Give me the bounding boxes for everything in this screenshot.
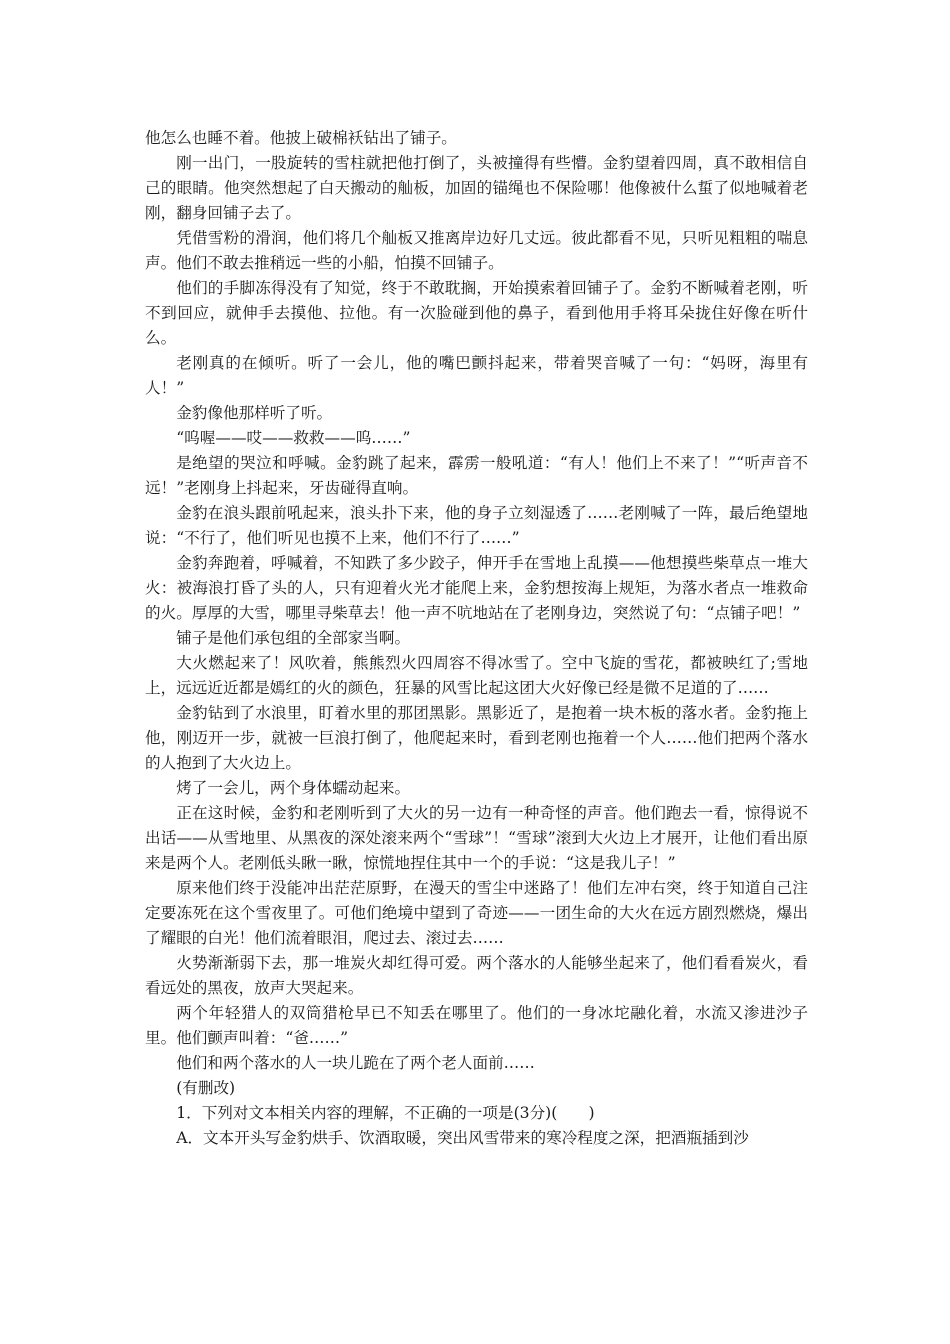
paragraph: 老刚真的在倾听。听了一会儿，他的嘴巴颤抖起来，带着哭音喊了一句：“妈呀，海里有人！”	[145, 354, 808, 397]
paragraph: 金豹奔跑着，呼喊着，不知跌了多少跤子，伸开手在雪地上乱摸——他想摸些柴草点一堆大火：被海浪打昏了头的人，只有迎着火光才能爬上来，金豹想按海上规矩，为落水者点一堆救命的火。厚厚的大雪，哪里寻柴草去！他一声不吭地站在了老刚身边，突然说了句：“点铺子吧！”	[145, 554, 808, 622]
paragraph: 火势渐渐弱下去，那一堆炭火却红得可爱。两个落水的人能够坐起来了，他们看看炭火，看看远处的黑夜，放声大哭起来。	[145, 954, 808, 997]
paragraph: 他们和两个落水的人一块儿跪在了两个老人面前……	[176, 1054, 535, 1072]
paragraph: 刚一出门，一股旋转的雪柱就把他打倒了，头被撞得有些懵。金豹望着四周，真不敢相信自己的眼睛。他突然想起了白天搬动的舢板，加固的锚绳也不保险哪！他像被什么蜇了似地喊着老刚，翻身回铺子去了。	[145, 154, 808, 222]
paragraph: (有删改)	[176, 1079, 236, 1097]
paragraph: 大火燃起来了！风吹着，熊熊烈火四周容不得冰雪了。空中飞旋的雪花，都被映红了;雪地上，远远近近都是嫣红的火的颜色，狂暴的风雪比起这团大火好像已经是微不足道的了……	[145, 654, 808, 697]
paragraph: 1．下列对文本相关内容的理解，不正确的一项是(3分)( )	[176, 1104, 595, 1122]
paragraph: 金豹钻到了水浪里，盯着水里的那团黑影。黑影近了，是抱着一块木板的落水者。金豹拖上他，刚迈开一步，就被一巨浪打倒了，他爬起来时，看到老刚也拖着一个人……他们把两个落水的人抱到了大火边上。	[145, 704, 808, 772]
paragraph: 他怎么也睡不着。他披上破棉袄钻出了铺子。	[145, 129, 457, 147]
paragraph: “呜喔——哎——救救——呜……”	[176, 429, 411, 447]
paragraph: 凭借雪粉的滑润，他们将几个舢板又推离岸边好几丈远。彼此都看不见，只听见粗粗的喘息声。他们不敢去推稍远一些的小船，怕摸不回铺子。	[145, 229, 808, 272]
paragraph: 两个年轻猎人的双筒猎枪早已不知丢在哪里了。他们的一身冰坨融化着，水流又渗进沙子里。他们颤声叫着：“爸……”	[145, 1004, 808, 1047]
paragraph: 金豹像他那样听了听。	[176, 404, 333, 422]
paragraph: A．文本开头写金豹烘手、饮酒取暖，突出风雪带来的寒冷程度之深，把酒瓶插到沙	[176, 1129, 749, 1147]
paragraph: 正在这时候，金豹和老刚听到了大火的另一边有一种奇怪的声音。他们跑去一看，惊得说不出话——从雪地里、从黑夜的深处滚来两个“雪球”！“雪球”滚到大火边上才展开，让他们看出原来是两个人。老刚低头瞅一瞅，惊慌地捏住其中一个的手说：“这是我儿子！”	[145, 804, 808, 872]
paragraph: 他们的手脚冻得没有了知觉，终于不敢耽搁，开始摸索着回铺子了。金豹不断喊着老刚，听不到回应，就伸手去摸他、拉他。有一次脸碰到他的鼻子，看到他用手将耳朵拢住好像在听什么。	[145, 279, 808, 347]
paragraph: 原来他们终于没能冲出茫茫原野，在漫天的雪尘中迷路了！他们左冲右突，终于知道自己注定要冻死在这个雪夜里了。可他们绝境中望到了奇迹——一团生命的大火在远方剧烈燃烧，爆出了耀眼的白光！他们流着眼泪，爬过去、滚过去……	[145, 879, 808, 947]
paragraph: 烤了一会儿，两个身体蠕动起来。	[176, 779, 411, 797]
paragraph: 铺子是他们承包组的全部家当啊。	[176, 629, 411, 647]
paragraph: 金豹在浪头跟前吼起来，浪头扑下来，他的身子立刻湿透了……老刚喊了一阵，最后绝望地说：“不行了，他们听见也摸不上来，他们不行了……”	[145, 504, 808, 547]
paragraph: 是绝望的哭泣和呼喊。金豹跳了起来，霹雳一般吼道：“有人！他们上不来了！”“听声音不远！”老刚身上抖起来，牙齿碰得直响。	[145, 454, 808, 497]
document-page	[145, 126, 808, 1151]
